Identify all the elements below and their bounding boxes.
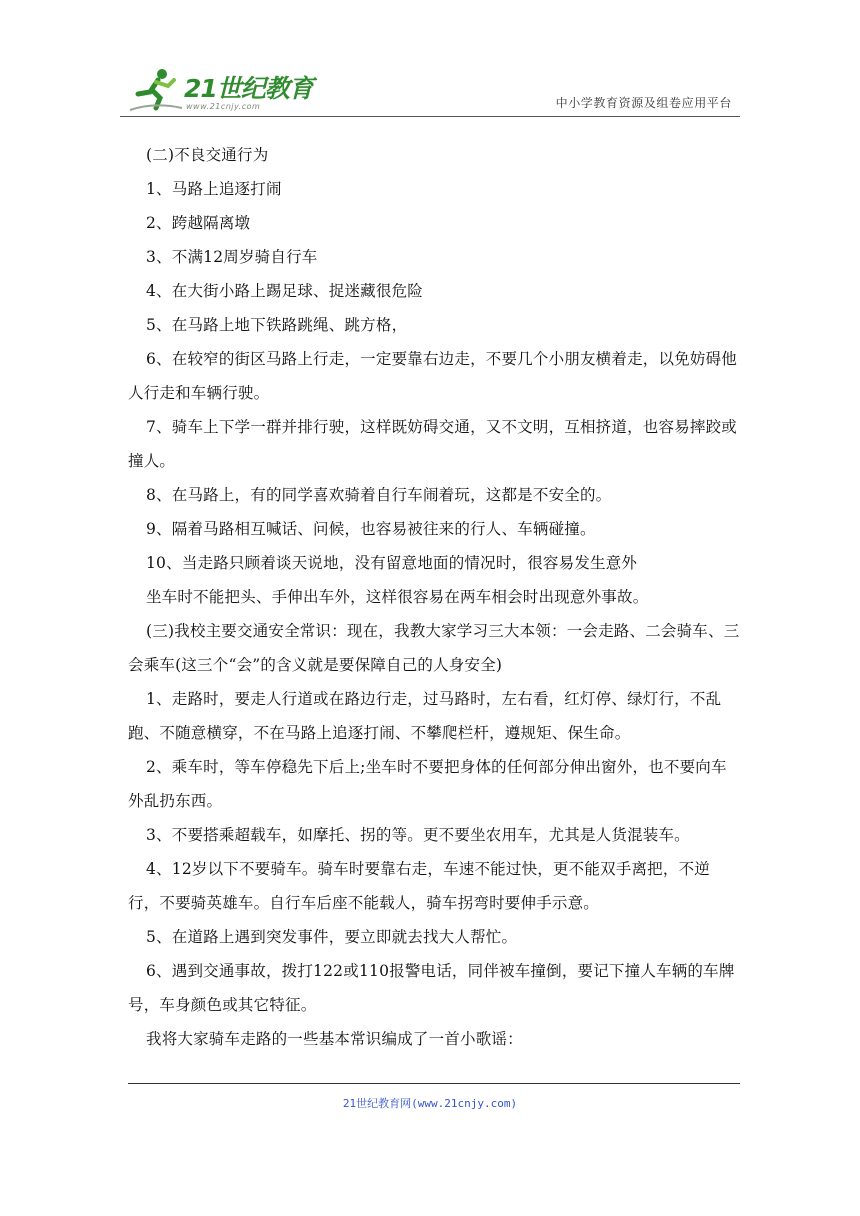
paragraph: 5、在道路上遇到突发事件，要立即就去找大人帮忙。 <box>146 928 518 946</box>
document-body <box>128 138 740 1056</box>
paragraph: 9、隔着马路相互喊话、问候，也容易被往来的行人、车辆碰撞。 <box>146 520 596 538</box>
paragraph: 6、在较窄的街区马路上行走，一定要靠右边走，不要几个小朋友横着走，以免妨碍他人行走和车辆行驶。 <box>128 350 737 402</box>
paragraph: 1、马路上追逐打闹 <box>146 180 282 198</box>
paragraph: 6、遇到交通事故，拨打122或110报警电话，同伴被车撞倒，要记下撞人车辆的车牌号，车身颜色或其它特征。 <box>128 962 735 1014</box>
running-figure-icon <box>128 66 184 114</box>
paragraph: 5、在马路上地下铁路跳绳、跳方格， <box>146 316 408 334</box>
paragraph: 4、在大街小路上踢足球、捉迷藏很危险 <box>146 282 423 300</box>
paragraph: 坐车时不能把头、手伸出车外，这样很容易在两车相会时出现意外事故。 <box>146 588 649 606</box>
logo-url: www.21cnjy.com <box>186 102 261 111</box>
logo-text: 21世纪教育 <box>184 74 313 103</box>
paragraph: 8、在马路上，有的同学喜欢骑着自行车闹着玩，这都是不安全的。 <box>146 486 612 504</box>
paragraph: 3、不要搭乘超载车，如摩托、拐的等。更不要坐农用车，尤其是人货混装车。 <box>146 826 690 844</box>
site-logo[interactable] <box>128 66 328 114</box>
paragraph: 1、走路时，要走人行道或在路边行走，过马路时，左右看，红灯停、绿灯行，不乱跑、不随意横穿，不在马路上追逐打闹、不攀爬栏杆，遵规矩、保生命。 <box>128 690 722 742</box>
page-header <box>120 60 740 118</box>
paragraph: 我将大家骑车走路的一些基本常识编成了一首小歌谣： <box>146 1030 523 1048</box>
paragraph: 2、乘车时，等车停稳先下后上;坐车时不要把身体的任何部分伸出窗外，也不要向车外乱扔东西。 <box>128 758 727 810</box>
header-divider <box>120 116 740 117</box>
paragraph: 2、跨越隔离墩 <box>146 214 251 232</box>
paragraph: (三)我校主要交通安全常识：现在，我教大家学习三大本领：一会走路、二会骑车、三会乘车(这三个“会”的含义就是要保障自己的人身安全) <box>128 622 740 674</box>
paragraph: 3、不满12周岁骑自行车 <box>146 248 318 266</box>
paragraph: (二)不良交通行为 <box>146 146 269 164</box>
platform-tagline: 中小学教育资源及组卷应用平台 <box>555 96 732 110</box>
footer-divider <box>128 1083 740 1084</box>
paragraph: 7、骑车上下学一群并排行驶，这样既妨碍交通，又不文明，互相挤道，也容易摔跤或撞人。 <box>128 418 737 470</box>
paragraph: 4、12岁以下不要骑车。骑车时要靠右走，车速不能过快，更不能双手离把，不逆行，不要骑英雄车。自行车后座不能载人，骑车拐弯时要伸手示意。 <box>128 860 710 912</box>
paragraph: 10、当走路只顾着谈天说地，没有留意地面的情况时，很容易发生意外 <box>146 554 638 572</box>
footer-link[interactable]: 21世纪教育网(www.21cnjy.com) <box>342 1097 518 1110</box>
